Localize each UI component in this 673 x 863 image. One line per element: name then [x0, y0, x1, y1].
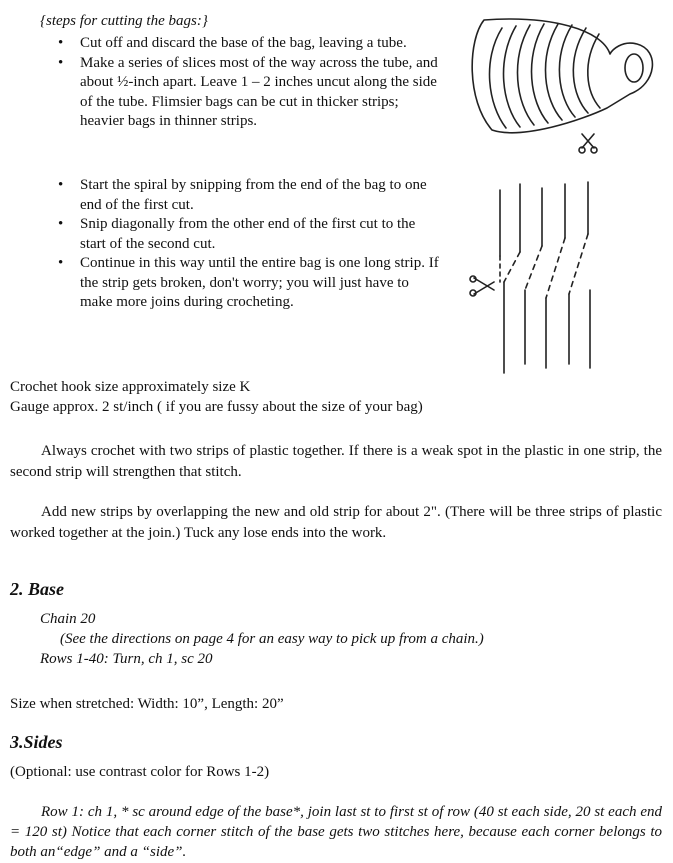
base-heading: 2. Base: [10, 579, 64, 599]
list-item: • Continue in this way until the entire bag is one long strip. If the strip gets broken, don't worry; you will just have to make more joins during crocheting.: [58, 254, 443, 313]
base-chain: Chain 20: [40, 611, 96, 627]
scissors-icon: [470, 276, 494, 296]
list-item: • Start the spiral by snipping from the end of the bag to one end of the first cut.: [58, 176, 443, 215]
scissors-icon: [579, 134, 597, 153]
sides-optional: (Optional: use contrast color for Rows 1-2): [10, 764, 270, 780]
sides-row1: Row 1: ch 1, * sc around edge of the base*, join last st to first st of row (40 st each side, 20 st each end = 120 st) Notice that each corner stitch of the base gets two stitches here, because each corner belongs to both an“edge” and a “side”.: [10, 804, 662, 860]
base-size: Size when stretched: Width: 10”, Length: 20”: [10, 696, 284, 712]
gauge: Gauge approx. 2 st/inch ( if you are fussy about the size of your bag): [10, 399, 423, 415]
base-note: (See the directions on page 4 for an easy way to pick up from a chain.): [60, 631, 484, 647]
list-item: • Make a series of slices most of the way across the tube, and about ½-inch apart. Leave 1 – 2 inches uncut along the side of the tube. Flimsier bags can be cut in thicker strips; heavier bags in thinner strips.: [58, 54, 443, 132]
hook-size: Crochet hook size approximately size K: [10, 379, 251, 395]
add-strips-paragraph: Add new strips by overlapping the new and old strip for about 2". (There will be three strips of plastic worked together at the join.) Tuck any lose ends into the work.: [10, 504, 662, 541]
list-item: • Cut off and discard the base of the bag, leaving a tube.: [58, 34, 443, 54]
spiral-steps-list: [58, 176, 443, 313]
bag-tube-illustration: [462, 10, 662, 150]
spiral-cut-illustration: [470, 178, 660, 378]
base-rows: Rows 1-40: Turn, ch 1, sc 20: [40, 651, 213, 667]
sides-heading: 3.Sides: [10, 732, 63, 752]
list-item: • Snip diagonally from the other end of the first cut to the start of the second cut.: [58, 215, 443, 254]
two-strips-paragraph: Always crochet with two strips of plastic together. If there is a weak spot in the plastic in one strip, the second strip will strengthen that stitch.: [10, 443, 662, 480]
steps-heading: {steps for cutting the bags:}: [40, 13, 208, 29]
bag-cutting-steps-list: [58, 34, 443, 132]
